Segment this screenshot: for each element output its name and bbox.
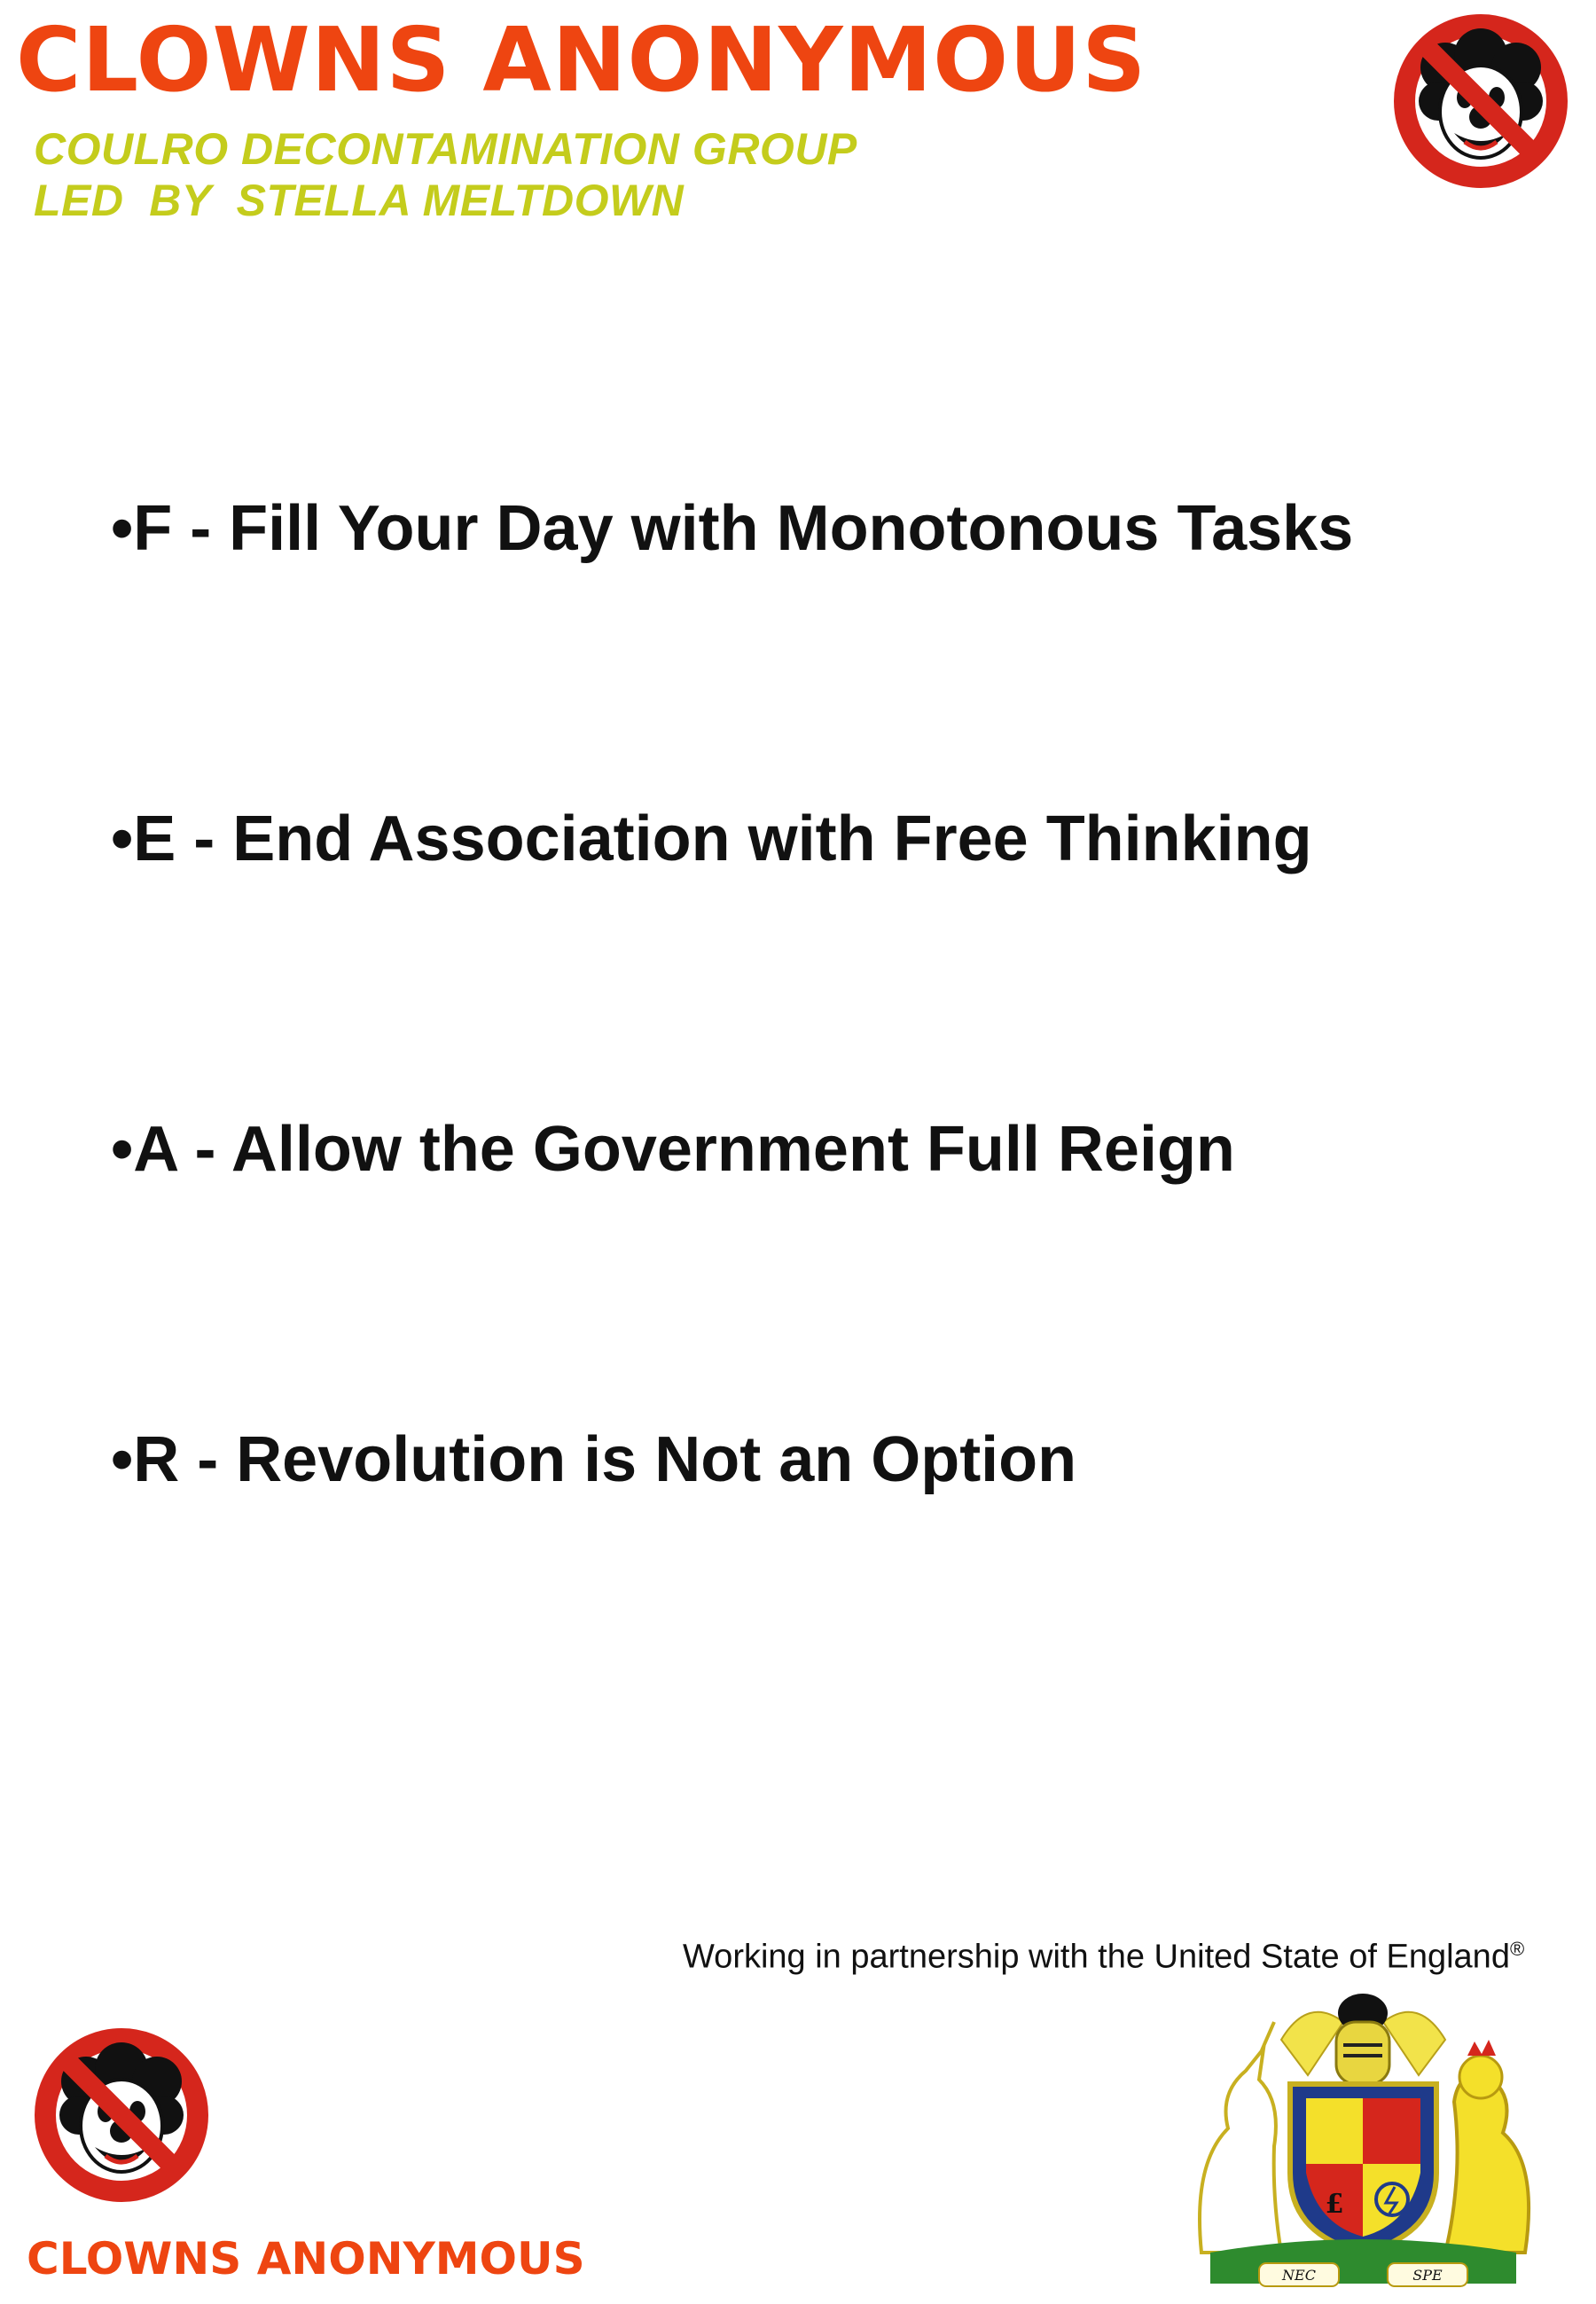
rule-e: •E - End Association with Free Thinking (111, 803, 1312, 874)
feat-rules-list (111, 493, 1354, 1738)
registered-mark: ® (1509, 1938, 1525, 1960)
partnership-text: Working in partnership with the United State of England (683, 1938, 1510, 1976)
rule-a: •A - Allow the Government Full Reign (111, 1114, 1235, 1185)
crest-left-motto: NEC (1282, 2267, 1316, 2284)
page-title: CLOWNS ANONYMOUS (16, 8, 1147, 112)
subtitle-group: COULRO DECONTAMINATION GROUP (34, 124, 857, 174)
svg-text:£: £ (1325, 2189, 1344, 2220)
footer-title: CLOWNS ANONYMOUS (27, 2233, 585, 2284)
rule-r: •R - Revolution is Not an Option (111, 1424, 1077, 1495)
no-clowns-icon (33, 2026, 210, 2204)
no-clowns-icon (1392, 12, 1569, 190)
partnership-statement (683, 1938, 1524, 1977)
subtitle-leader: LED BY STELLA MELTDOWN (34, 176, 685, 225)
rule-f: •F - Fill Your Day with Monotonous Tasks (111, 493, 1354, 564)
crest-right-motto: SPE (1412, 2267, 1443, 2284)
coat-of-arms-icon (1175, 1987, 1552, 2292)
